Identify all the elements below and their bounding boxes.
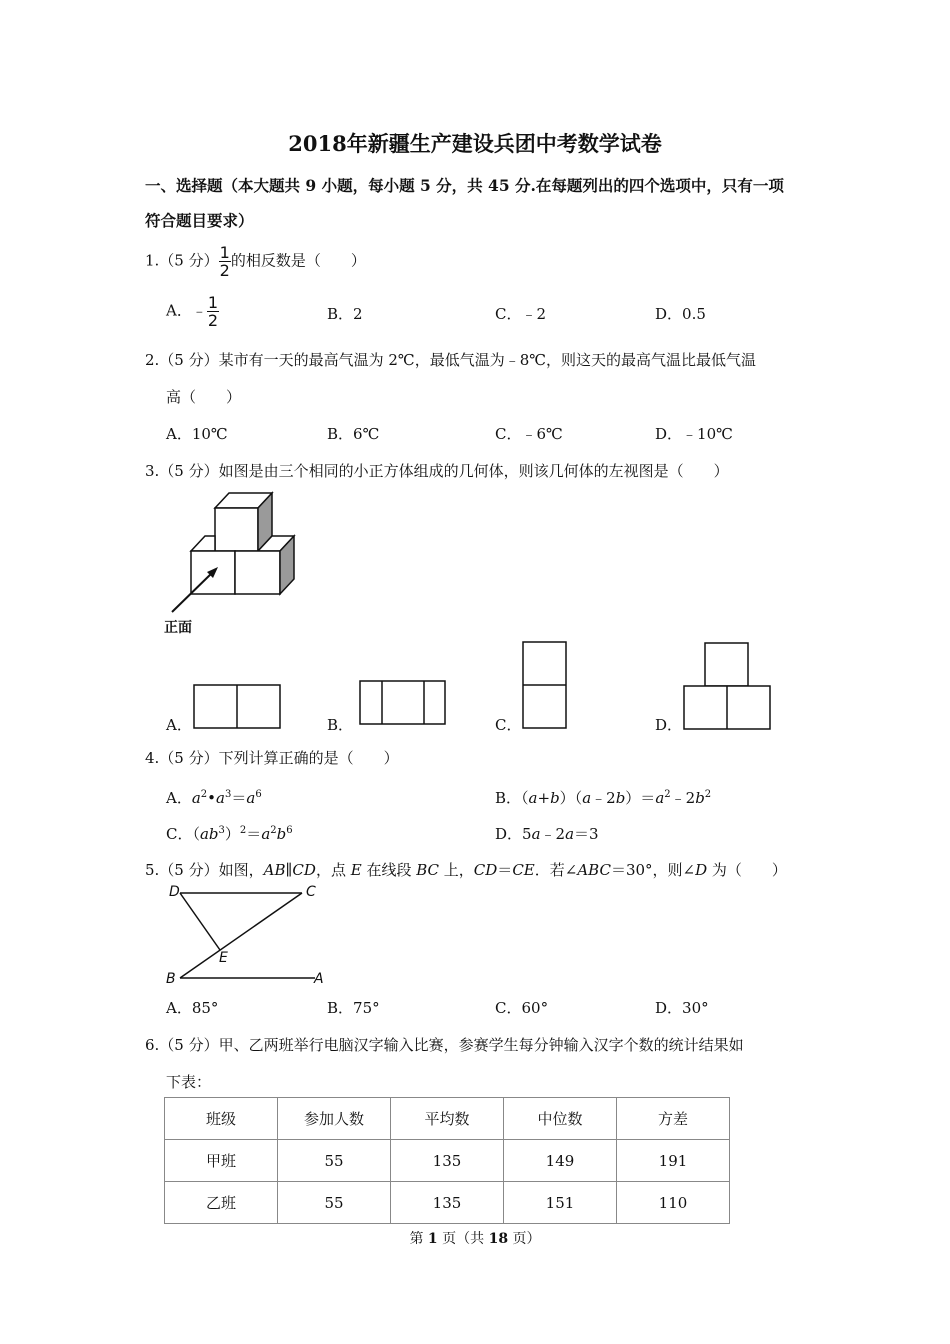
segment-bc (180, 893, 302, 978)
label-b: B (166, 971, 176, 987)
q3-option-b-figure[interactable] (359, 680, 449, 726)
question-6-line1: 6.（5 分）甲、乙两班举行电脑汉字输入比赛，参赛学生每分钟输入汉字个数的统计结果如 (145, 1036, 744, 1054)
table-cell: 乙班 (165, 1182, 278, 1224)
question-number: 1.（5 分） (145, 251, 219, 270)
table-header: 班级 (165, 1098, 278, 1140)
table-cell: 135 (391, 1140, 504, 1182)
front-label: 正面 (164, 620, 192, 636)
table-cell: 55 (278, 1182, 391, 1224)
table-header: 中位数 (504, 1098, 617, 1140)
table-header: 参加人数 (278, 1098, 391, 1140)
q3-option-c-label[interactable]: C． (495, 716, 522, 734)
label-d: D (169, 884, 180, 900)
q3-option-d-figure[interactable] (683, 642, 773, 732)
q1-option-a[interactable]: A．﹣ $\frac{1}{2}$ (166, 293, 219, 330)
table-cell: 135 (391, 1182, 504, 1224)
table-header-row (165, 1098, 730, 1140)
q3-option-b-label[interactable]: B． (327, 716, 354, 734)
q4-option-a[interactable]: A．$a^2•a^3=a^6$ (166, 789, 262, 807)
cube-bottom-top-left (191, 536, 215, 551)
label-c: C (306, 884, 316, 900)
cube-top-front (215, 508, 258, 551)
section-heading-line1: 一、选择题（本大题共 9 小题，每小题 5 分，共 45 分.在每题列出的四个选项中，只有一项 (145, 176, 784, 195)
q5-option-d[interactable]: D．30° (655, 999, 709, 1017)
label-e: E (219, 950, 228, 966)
q2-option-a[interactable]: A．10℃ (166, 425, 228, 443)
question-text: 的相反数是（ ） (230, 251, 366, 270)
q1-option-c[interactable]: C．﹣2 (495, 305, 547, 323)
question-4: 4.（5 分）下列计算正确的是（ ） (145, 749, 399, 767)
question-2-line1: 2.（5 分）某市有一天的最高气温为 2℃，最低气温为﹣8℃，则这天的最高气温比最低气温 (145, 351, 757, 369)
question-2-line2: 高（ ） (166, 388, 242, 406)
q2-option-c[interactable]: C．﹣6℃ (495, 425, 563, 443)
table-cell: 191 (617, 1140, 730, 1182)
question-1 (145, 244, 366, 279)
q3-option-a-label[interactable]: A． (166, 716, 192, 734)
cube-bottom-front-right (235, 551, 280, 594)
q4-option-c[interactable]: C．$(ab^3)^2=a^2b^6$ (166, 825, 293, 843)
q2-option-b[interactable]: B．6℃ (327, 425, 380, 443)
fraction: $\frac{1}{2}$ (219, 243, 230, 280)
q1-option-b[interactable]: B．2 (327, 305, 363, 323)
q5-option-c[interactable]: C．60° (495, 999, 549, 1017)
stats-table (164, 1097, 730, 1224)
q2-option-d[interactable]: D．﹣10℃ (655, 425, 733, 443)
question-3: 3.（5 分）如图是由三个相同的小正方体组成的几何体，则该几何体的左视图是（ ） (145, 462, 729, 480)
page-footer: 第 1 页（共 18 页） (409, 1231, 541, 1247)
table-row (165, 1182, 730, 1224)
page-total: 18 (488, 1231, 509, 1247)
label-a: A (314, 971, 324, 987)
fraction: $\frac{1}{2}$ (207, 293, 219, 330)
q3-option-c-figure[interactable] (522, 641, 568, 731)
table-cell: 149 (504, 1140, 617, 1182)
table-cell: 55 (278, 1140, 391, 1182)
q4-option-d[interactable]: D．5a﹣2a＝3 (495, 825, 599, 843)
page-title: 2018年新疆生产建设兵团中考数学试卷 (288, 131, 662, 156)
table-row (165, 1140, 730, 1182)
q4-option-b[interactable]: B．$(a+b)(a﹣2b)=a^2﹣2b^2$ (495, 789, 712, 807)
segment-de (180, 893, 220, 950)
section-heading-line2: 符合题目要求） (145, 211, 254, 230)
question-6-line2: 下表： (166, 1073, 212, 1091)
q1-option-d[interactable]: D．0.5 (655, 305, 706, 323)
cube-figure (160, 488, 310, 638)
question-5: 5.（5 分）如图，AB∥CD，点 E 在线段 BC 上，CD＝CE．若∠ABC＝30°，则∠D 为（ ） (145, 861, 787, 879)
q5-option-b[interactable]: B．75° (327, 999, 380, 1017)
q3-option-a-figure[interactable] (193, 684, 283, 730)
table-cell: 110 (617, 1182, 730, 1224)
q5-option-a[interactable]: A．85° (166, 999, 219, 1017)
table-cell: 甲班 (165, 1140, 278, 1182)
table-cell: 151 (504, 1182, 617, 1224)
q3-option-d-label[interactable]: D． (655, 716, 683, 734)
page-number: 1 (427, 1231, 438, 1247)
table-header: 方差 (617, 1098, 730, 1140)
table-header: 平均数 (391, 1098, 504, 1140)
